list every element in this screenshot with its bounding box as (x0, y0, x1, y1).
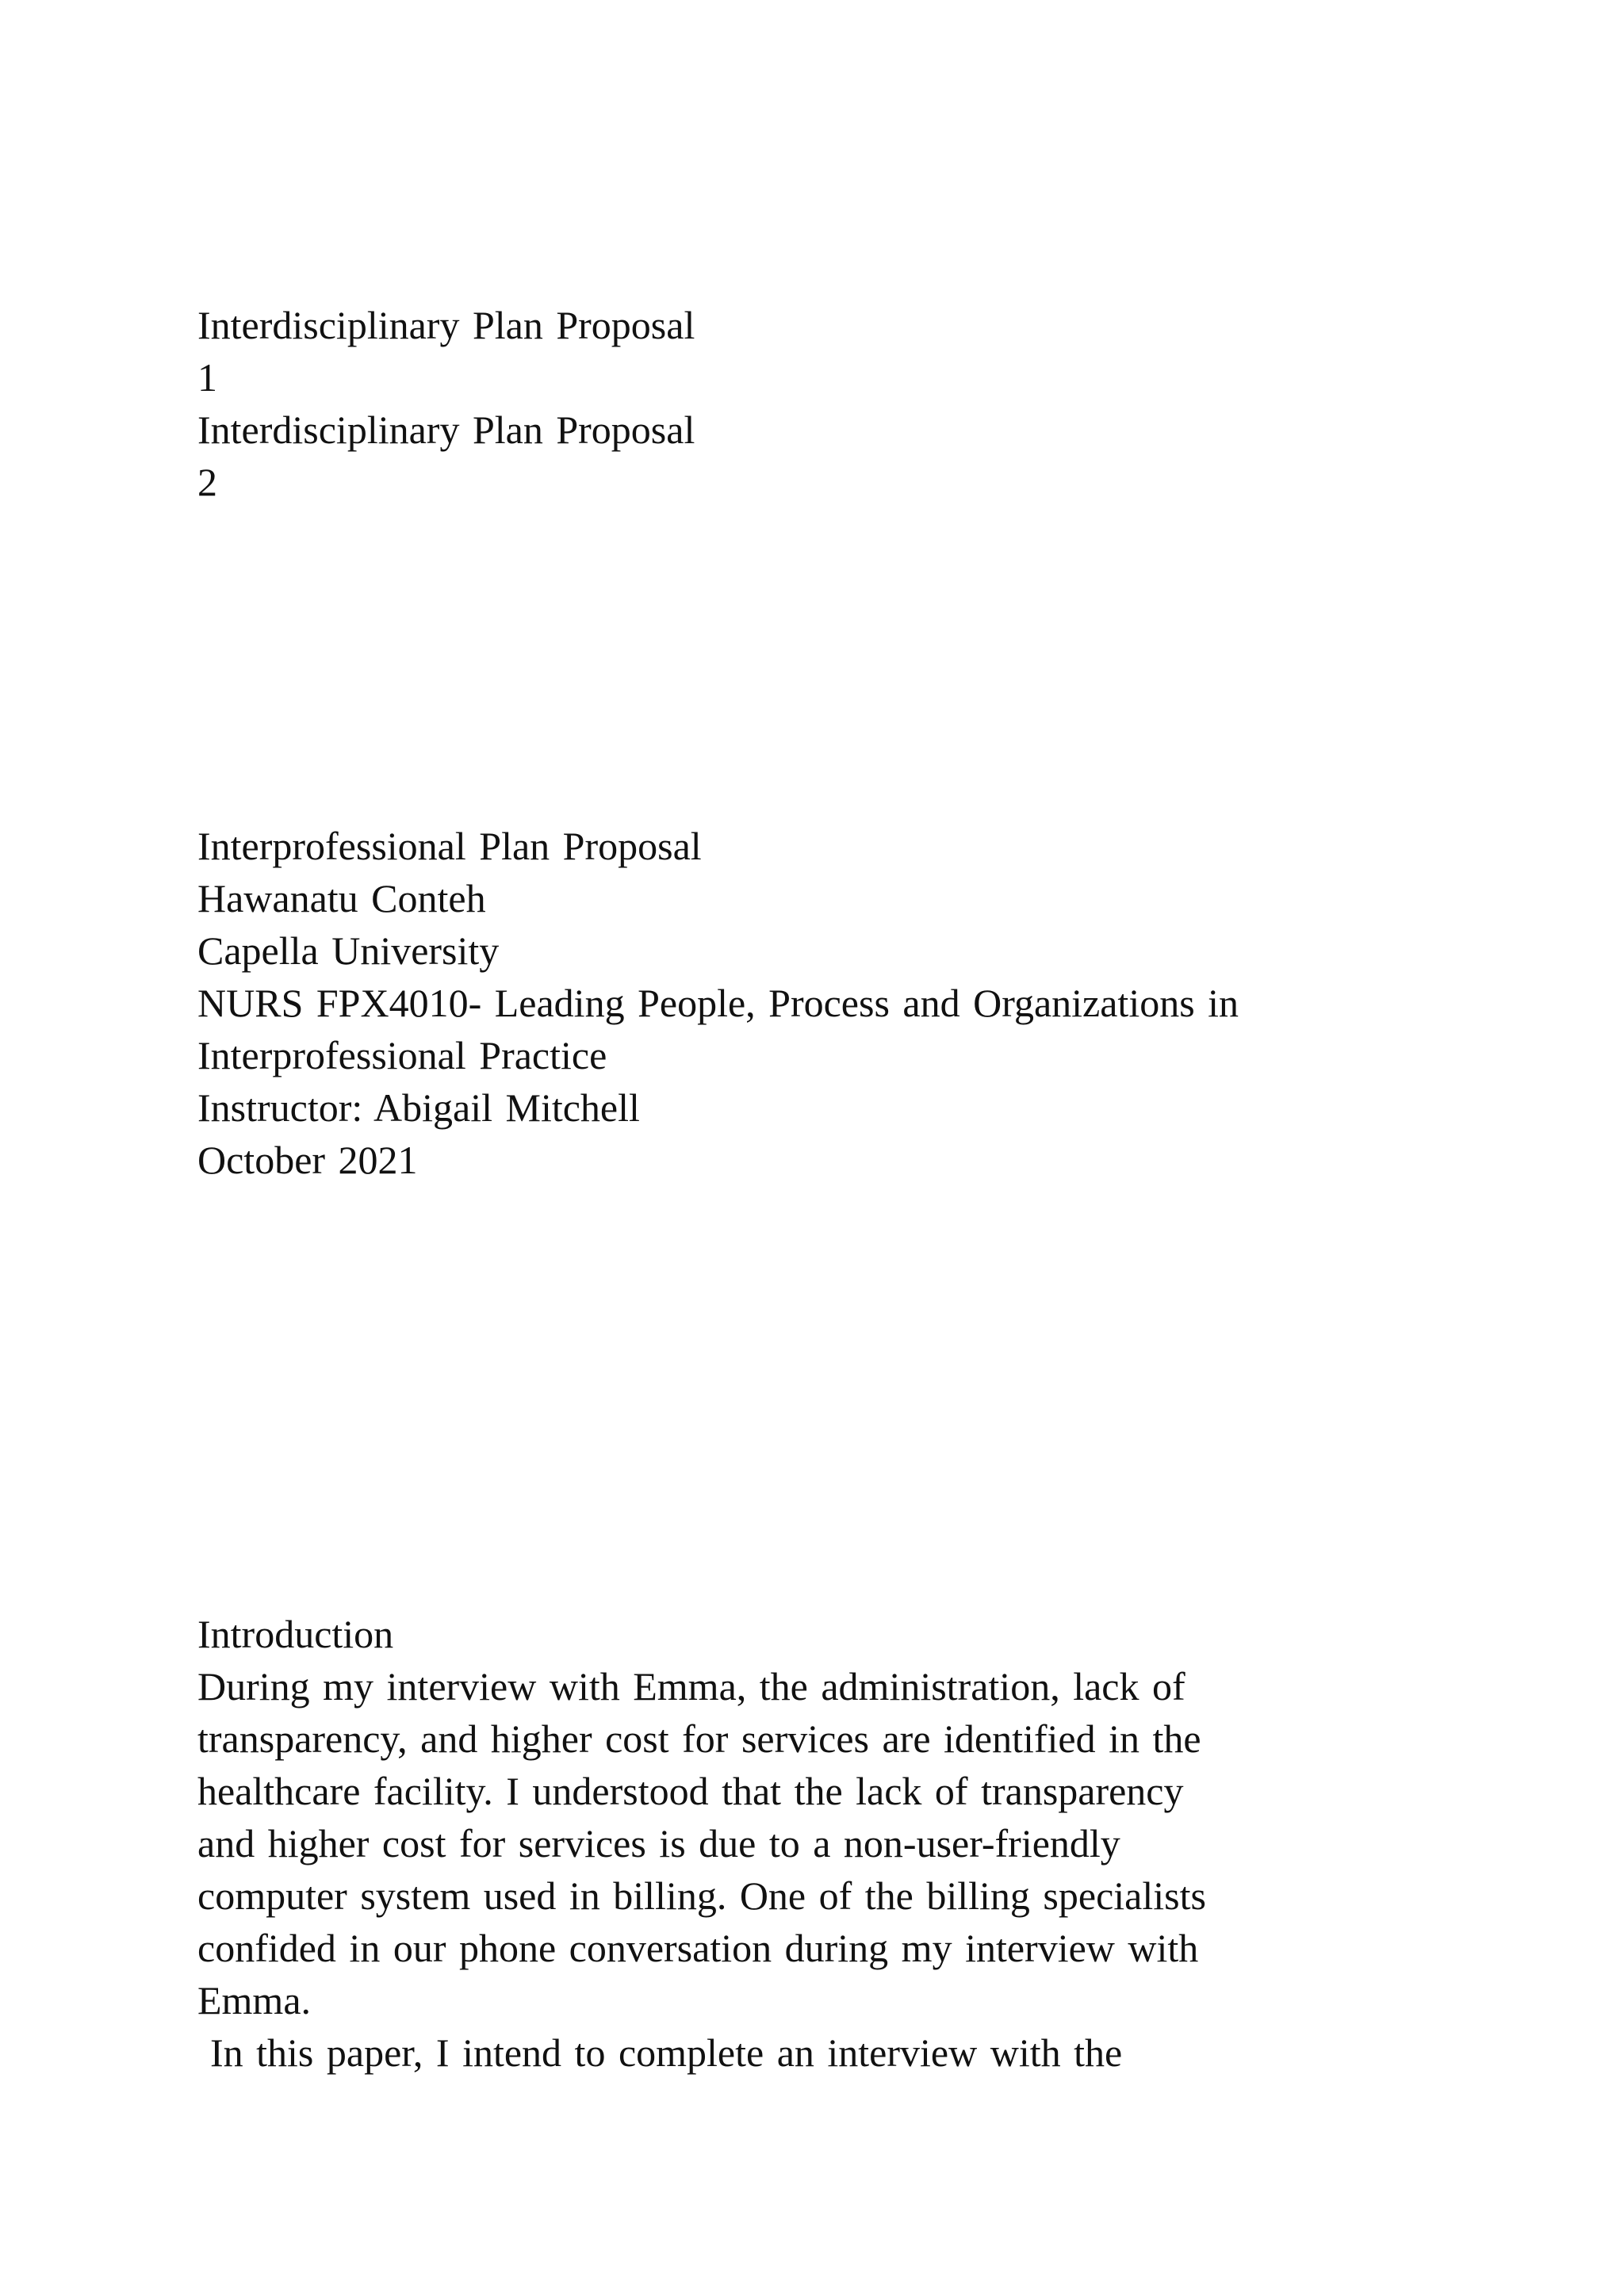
page-number-2: 2 (197, 460, 217, 504)
author-name: Hawanatu Conteh (197, 876, 486, 920)
running-header-2: Interdisciplinary Plan Proposal (197, 408, 695, 452)
date-line: October 2021 (197, 1138, 418, 1182)
paragraph-line: transparency, and higher cost for services are identified in the (197, 1716, 1201, 1761)
paragraph-line: and higher cost for services is due to a non-user-friendly (197, 1821, 1120, 1866)
instructor-line: Instructor: Abigail Mitchell (197, 1085, 640, 1130)
paragraph-line: During my interview with Emma, the administration, lack of (197, 1664, 1185, 1709)
course-line-2: Interprofessional Practice (197, 1033, 607, 1077)
institution-name: Capella University (197, 928, 500, 973)
paragraph-line: computer system used in billing. One of the billing specialists (197, 1873, 1206, 1918)
paragraph-line: healthcare facility. I understood that the lack of transparency (197, 1769, 1184, 1813)
document-title: Interprofessional Plan Proposal (197, 824, 702, 868)
section-heading: Introduction (197, 1612, 394, 1656)
paragraph-line: Emma. (197, 1978, 312, 2022)
running-header-1: Interdisciplinary Plan Proposal (197, 303, 695, 347)
paragraph-line: In this paper, I intend to complete an interview with the (210, 2030, 1123, 2075)
course-line-1: NURS FPX4010- Leading People, Process and Organizations in (197, 981, 1239, 1025)
page-number-1: 1 (197, 355, 217, 400)
paragraph-line: confided in our phone conversation during my interview with (197, 1926, 1199, 1970)
